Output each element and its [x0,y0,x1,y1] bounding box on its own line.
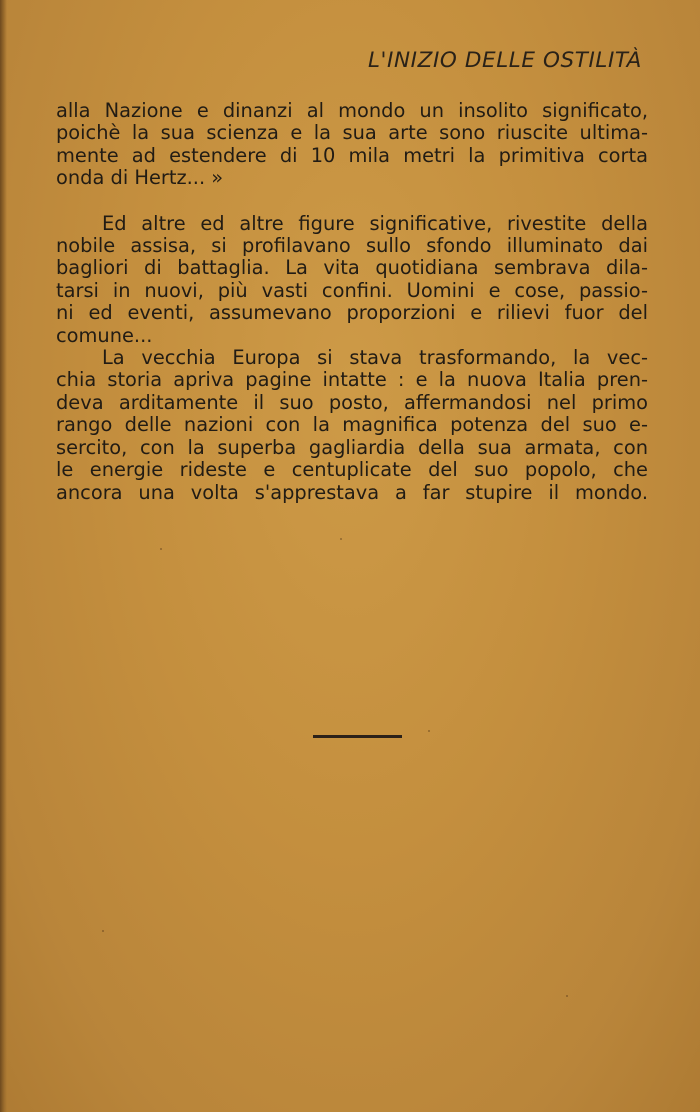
paper-speck [428,730,430,732]
text-line: poichè la sua scienza e la sua arte sono riuscite ultima- [56,121,648,145]
text-line: deva arditamente il suo posto, affermandosi nel primo [56,390,648,414]
running-title: L'INIZIO DELLE OSTILITÀ [367,48,642,73]
text-line: chia storia apriva pagine intatte : e la nuova Italia pren- [56,368,648,392]
text-line: rango delle nazioni con la magnifica potenza del suo e- [56,413,648,437]
paper-speck [102,930,104,932]
paragraph-3 [56,347,648,504]
text-line: le energie rideste e centuplicate del suo popolo, che [56,458,648,482]
text-line: onda di Hertz... » [56,166,224,190]
text-line: tarsi in nuovi, più vasti confini. Uomini e cose, passio- [56,278,648,302]
text-line: La vecchia Europa si stava trasformando, la vec- [102,346,648,370]
text-line: bagliori di battaglia. La vita quotidiana sembrava dila- [56,256,648,280]
paragraph-1 [56,100,648,190]
text-line: ni ed eventi, assumevano proporzioni e rilievi fuor del [56,301,648,325]
end-of-chapter-rule [313,735,402,738]
text-line: ancora una volta s'apprestava a far stupire il mondo. [56,480,648,504]
paper-speck [566,995,568,997]
text-line: sercito, con la superba gagliardia della sua armata, con [56,435,648,459]
paragraph-spacer [56,190,648,213]
paper-speck [340,538,342,540]
text-line: comune... [56,323,153,347]
text-line: Ed altre ed altre figure significative, rivestite della [102,211,648,235]
text-line: mente ad estendere di 10 mila metri la primitiva corta [56,143,648,167]
body-text [56,100,648,504]
paper-speck [160,548,162,550]
text-line: alla Nazione e dinanzi al mondo un insolito significato, [56,99,648,122]
paragraph-2 [56,213,648,347]
text-line: nobile assisa, si profilavano sullo sfondo illuminato dai [56,234,648,258]
page-binding-edge [0,0,7,1112]
